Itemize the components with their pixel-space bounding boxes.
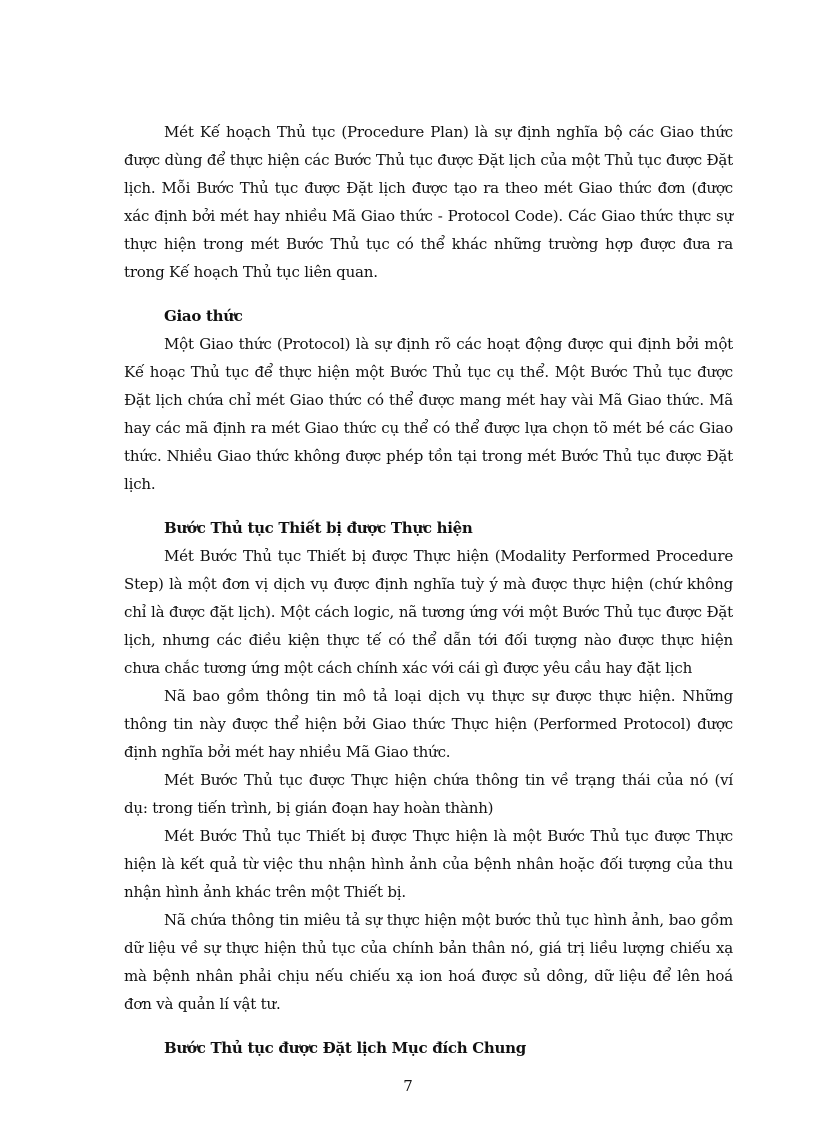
paragraph-mpps-acquisition: Mét Bước Thủ tục Thiết bị được Thực hiện là một Bước Thủ tục được Thực hiện là kết quả từ việc thu nhận hình ảnh của bệnh nhân hoặc đối tượng của thu nhận hình ảnh khác trên một Thiết bị. bbox=[124, 827, 733, 901]
heading-modality-performed-procedure-step: Bước Thủ tục Thiết bị được Thực hiện bbox=[164, 519, 473, 537]
paragraph-mpps-definition: Mét Bước Thủ tục Thiết bị được Thực hiện (Modality Performed Procedure Step) là một đơn vị dịch vụ được định nghĩa tuỳ ý mà được thực hiện (chứ không chỉ là được đặt lịch). Một cách logic, nã tương ứng với một Bước Thủ tục được Đặt lịch, nhưng các điều kiện thực tế có thể dẫn tới đối tượng nào được thực hiện chưa chắc tương ứng một cách chính xác với cái gì được yêu cầu hay đặt lịch bbox=[124, 547, 733, 677]
document-body bbox=[124, 118, 733, 1062]
paragraph-mpps-info: Nã bao gồm thông tin mô tả loại dịch vụ thực sự được thực hiện. Những thông tin này được thể hiện bởi Giao thức Thực hiện (Performed Protocol) được định nghĩa bởi mét hay nhiều Mã Giao thức. bbox=[124, 687, 733, 761]
paragraph-protocol: Một Giao thức (Protocol) là sự định rõ các hoạt động được qui định bởi một Kế hoạc Thủ tục để thực hiện một Bước Thủ tục cụ thể. Một Bước Thủ tục được Đặt lịch chứa chỉ mét Giao thức có thể được mang mét hay vài Mã Giao thức. Mã hay các mã định ra mét Giao thức cụ thể có thể được lựa chọn tõ mét bé các Giao thức. Nhiều Giao thức không được phép tồn tại trong mét Bước Thủ tục được Đặt lịch. bbox=[124, 335, 733, 493]
paragraph-procedure-plan: Mét Kế hoạch Thủ tục (Procedure Plan) là sự định nghĩa bộ các Giao thức được dùng để thực hiện các Bước Thủ tục được Đặt lịch của một Thủ tục được Đặt lịch. Mỗi Bước Thủ tục được Đặt lịch được tạo ra theo mét Giao thức đơn (được xác định bởi mét hay nhiều Mã Giao thức - Protocol Code). Các Giao thức thực sự thực hiện trong mét Bước Thủ tục có thể khác những trường hợp được đưa ra trong Kế hoạch Thủ tục liên quan. bbox=[124, 123, 733, 281]
heading-general-purpose-scheduled-step: Bước Thủ tục được Đặt lịch Mục đích Chung bbox=[164, 1039, 526, 1057]
heading-protocol: Giao thức bbox=[164, 307, 243, 325]
paragraph-mpps-status: Mét Bước Thủ tục được Thực hiện chứa thông tin về trạng thái của nó (ví dụ: trong tiến trình, bị gián đoạn hay hoàn thành) bbox=[124, 771, 733, 817]
paragraph-mpps-details: Nã chứa thông tin miêu tả sự thực hiện một bước thủ tục hình ảnh, bao gồm dữ liệu về sự thực hiện thủ tục của chính bản thân nó, giá trị liều lượng chiếu xạ mà bệnh nhân phải chịu nếu chiếu xạ ion hoá được sủ dông, dữ liệu để lên hoá đơn và quản lí vật tư. bbox=[124, 911, 733, 1013]
page-number: 7 bbox=[403, 1077, 413, 1095]
